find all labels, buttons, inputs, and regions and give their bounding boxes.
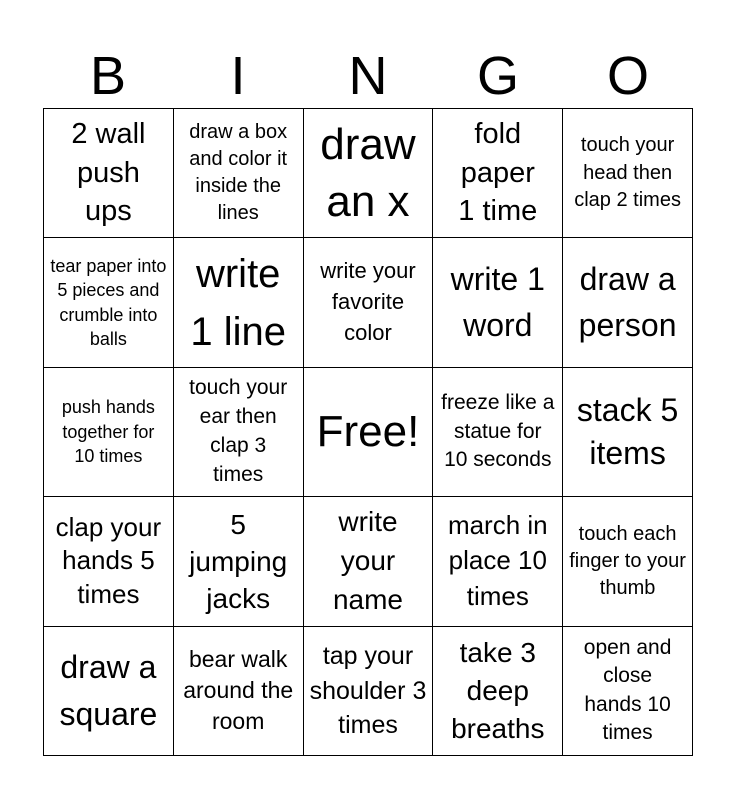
cell-text: bear walk around the room (183, 645, 294, 735)
bingo-cell[interactable] (174, 497, 304, 626)
cell-text: write 1 word (450, 261, 545, 343)
cell-text: 2 wall push ups (71, 118, 146, 228)
cell-text: fold paper 1 time (458, 118, 538, 228)
cell-text: draw a person (578, 261, 677, 343)
bingo-cell[interactable] (304, 497, 434, 626)
cell-text: draw a box and color it inside the lines (189, 120, 288, 225)
bingo-cell[interactable] (563, 497, 693, 626)
header-letter-i: I (230, 46, 246, 106)
bingo-cell[interactable] (433, 238, 563, 367)
bingo-cell[interactable] (44, 109, 174, 238)
bingo-cell[interactable] (304, 627, 434, 756)
bingo-board (43, 108, 693, 756)
bingo-cell[interactable] (44, 627, 174, 756)
bingo-cell[interactable] (174, 238, 304, 367)
cell-text: tap your shoulder 3 times (309, 642, 427, 740)
bingo-cell[interactable] (433, 627, 563, 756)
cell-text: march in place 10 times (447, 509, 548, 612)
cell-text: push hands together for 10 times (61, 397, 155, 467)
bingo-cell[interactable] (174, 368, 304, 497)
bingo-cell[interactable] (44, 238, 174, 367)
cell-text: clap your hands 5 times (55, 511, 162, 610)
cell-text: write your favorite color (320, 258, 416, 345)
cell-text: write your name (332, 506, 403, 615)
header-letter-g: G (476, 46, 519, 106)
bingo-header (43, 44, 693, 108)
header-letter-o: O (606, 46, 649, 106)
cell-text: draw an x (320, 120, 416, 227)
cell-text: stack 5 items (576, 391, 679, 471)
cell-text: write 1 line (190, 251, 286, 354)
cell-text: draw a square (59, 649, 158, 732)
bingo-cell[interactable] (563, 368, 693, 497)
bingo-cell[interactable] (563, 109, 693, 238)
cell-text: touch your head then clap 2 times (574, 134, 681, 211)
bingo-cell[interactable] (433, 497, 563, 626)
cell-text: freeze like a statue for 10 seconds (441, 391, 555, 472)
bingo-cell[interactable] (44, 368, 174, 497)
cell-text: 5 jumping jacks (189, 508, 288, 614)
cell-text: touch each finger to your thumb (569, 522, 686, 599)
bingo-cell[interactable] (304, 238, 434, 367)
free-space[interactable] (304, 368, 434, 497)
bingo-cell[interactable] (44, 497, 174, 626)
header-letter-n: N (348, 46, 388, 106)
cell-text: take 3 deep breaths (451, 636, 545, 744)
bingo-cell[interactable] (433, 368, 563, 497)
cell-text: touch your ear then clap 3 times (189, 376, 288, 486)
bingo-cell[interactable] (563, 238, 693, 367)
bingo-cell[interactable] (174, 627, 304, 756)
bingo-cell[interactable] (433, 109, 563, 238)
free-space-text: Free! (316, 407, 420, 457)
cell-text: open and close hands 10 times (583, 635, 672, 745)
cell-text: tear paper into 5 pieces and crumble into balls (50, 255, 167, 350)
bingo-cell[interactable] (563, 627, 693, 756)
bingo-cell[interactable] (304, 109, 434, 238)
bingo-cell[interactable] (174, 109, 304, 238)
header-letter-b: B (89, 46, 127, 106)
